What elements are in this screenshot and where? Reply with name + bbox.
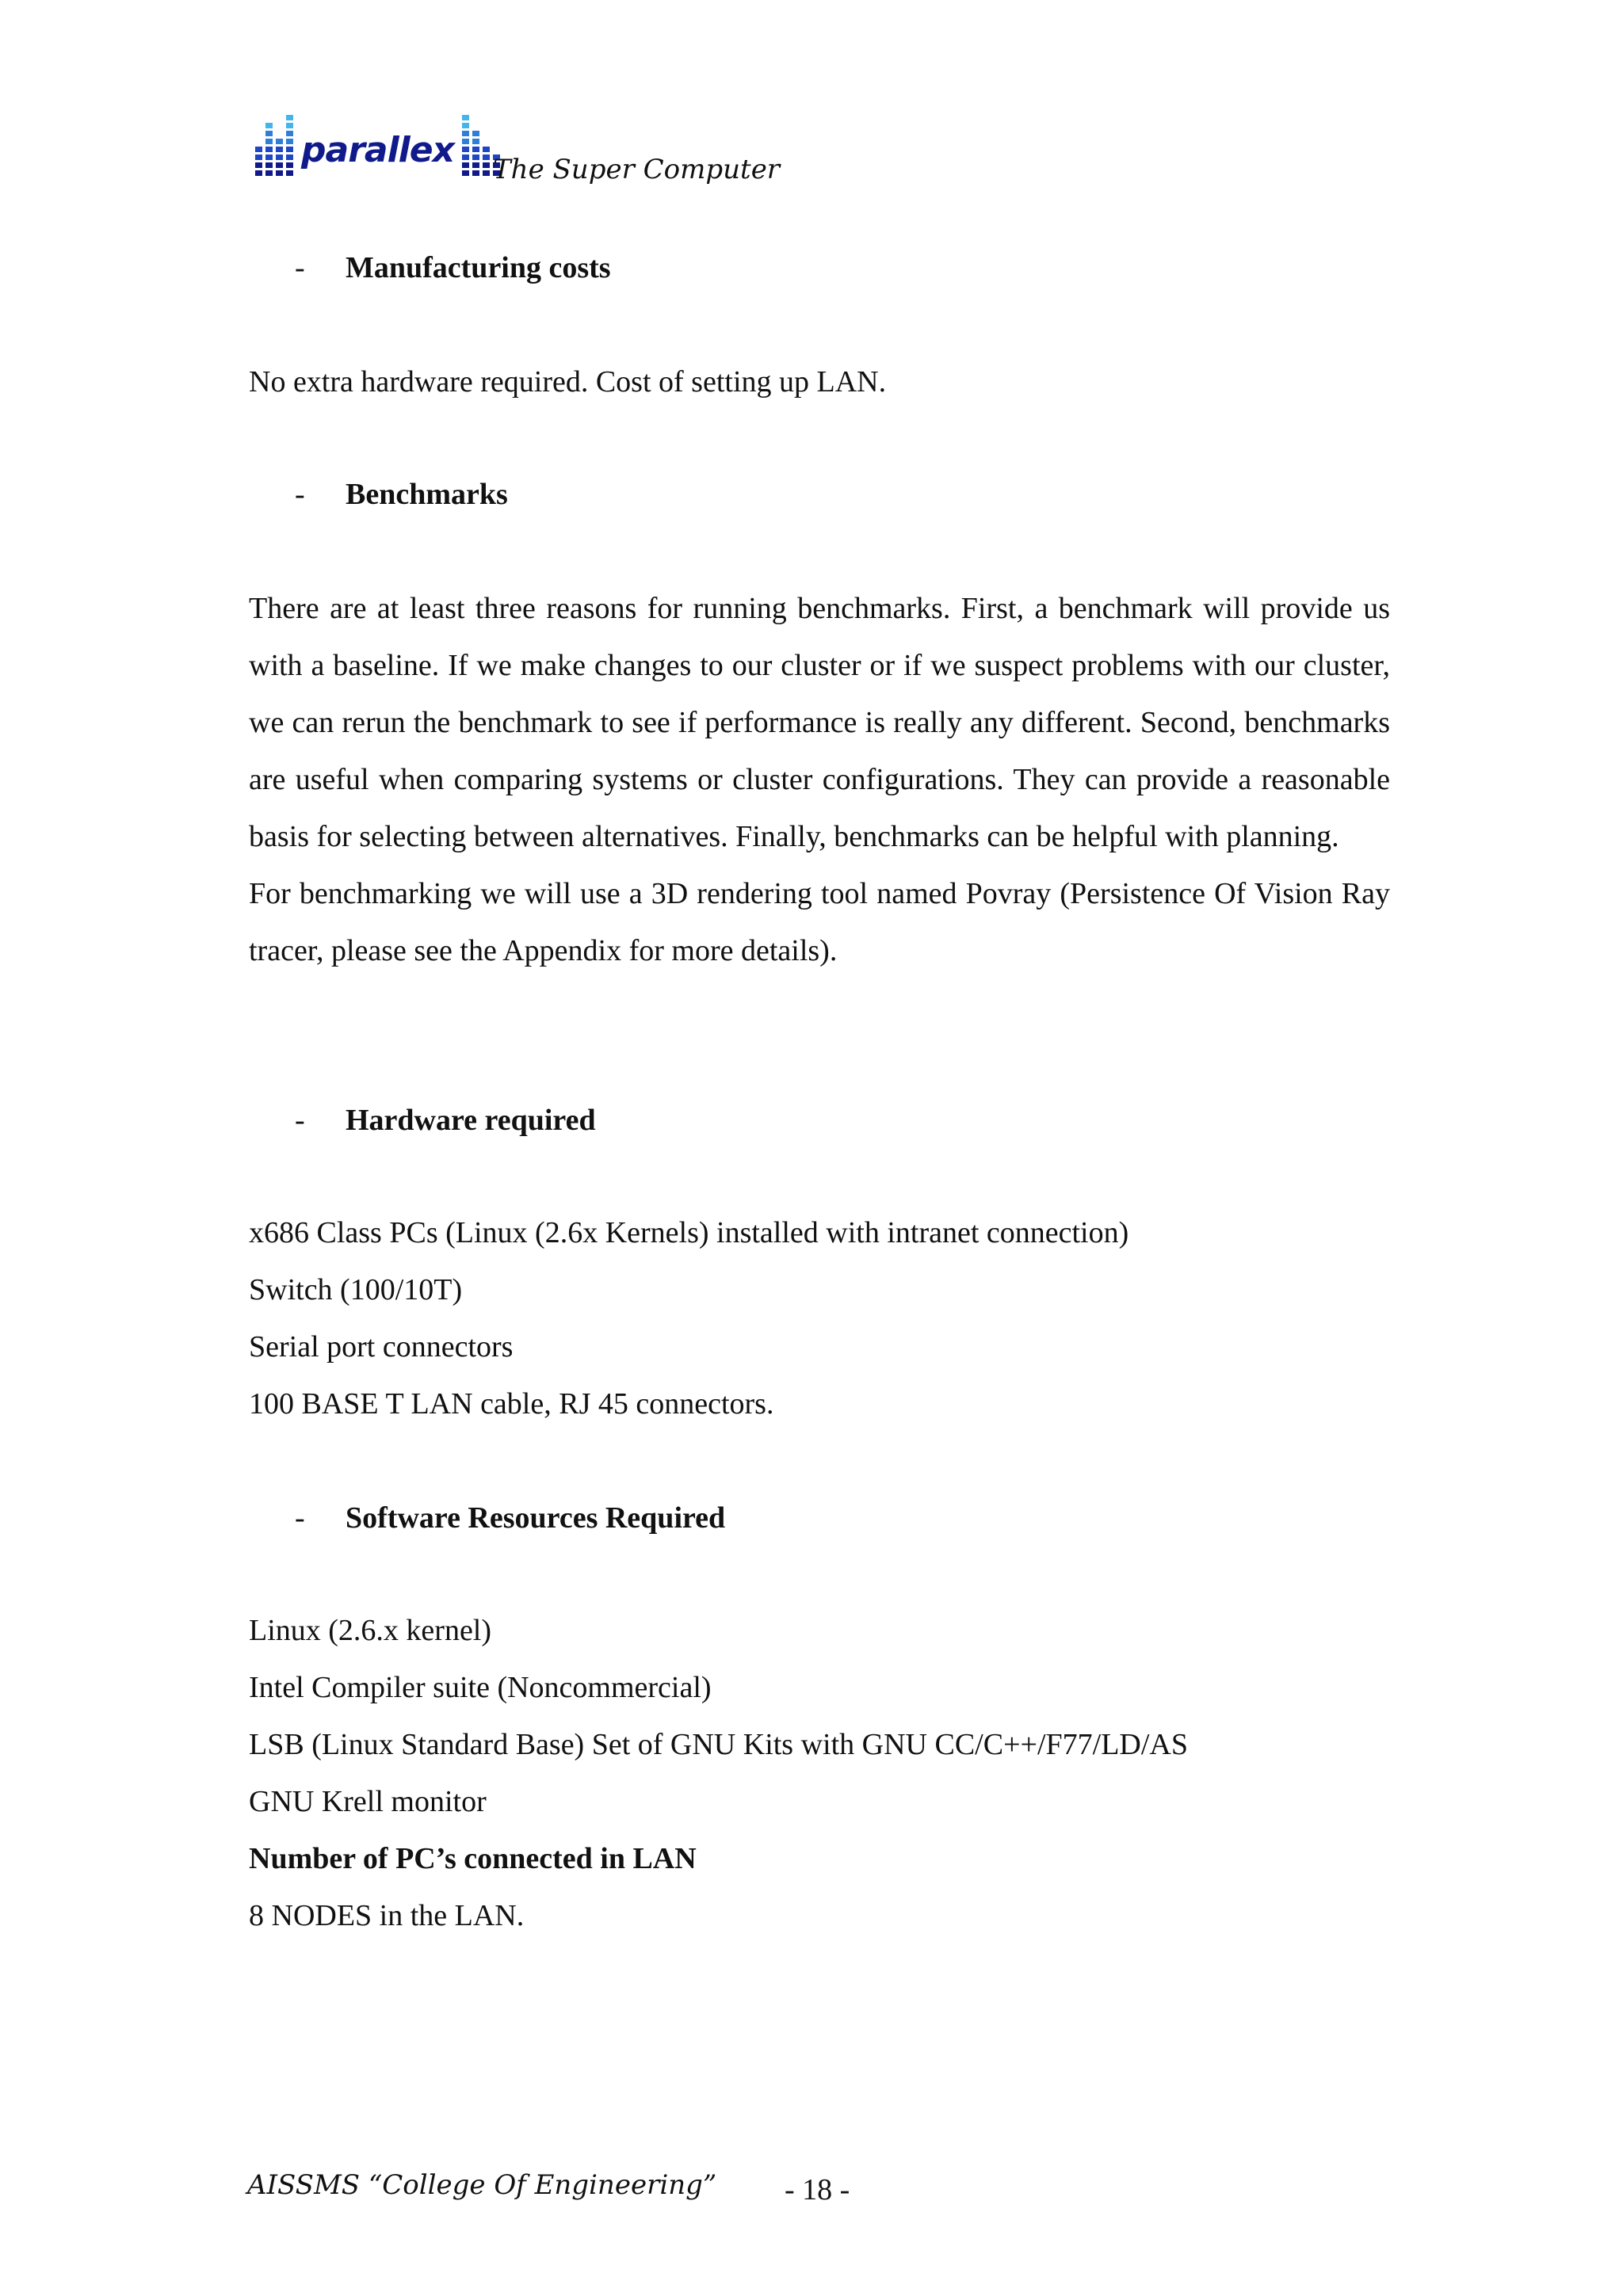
- logo-bar: [483, 147, 490, 176]
- logo-bar-cell: [265, 123, 273, 128]
- heading-text: Software Resources Required: [346, 1501, 726, 1535]
- heading-benchmarks: [295, 475, 508, 513]
- logo-wordmark: parallex: [301, 130, 454, 170]
- heading-dash: -: [295, 1104, 305, 1137]
- logo-bar-cell: [286, 131, 293, 136]
- logo-bar-cell: [265, 170, 273, 176]
- logo-bar-cell: [286, 162, 293, 168]
- benchmarks-paragraph-2: For benchmarking we will use a 3D rendering tool named Povray (Persistence Of Vision Ray tracer, please see the Appendix for more details).: [249, 877, 1390, 967]
- heading-dash: -: [295, 478, 305, 511]
- logo-bar-cell: [472, 139, 479, 144]
- benchmarks-paragraph-1: There are at least three reasons for running benchmarks. First, a benchmark will provide us with a baseline. If we make changes to our cluster or if we suspect problems with our cluster, we can rerun the benchmark to see if performance is really any different. Second, benchmarks are useful when comparing systems or cluster configurations. They can provide a reasonable basis for selecting between alternatives. Finally, benchmarks can be helpful with planning.: [249, 592, 1390, 853]
- logo-bar: [276, 139, 283, 176]
- list-item: GNU Krell monitor: [249, 1785, 487, 1818]
- benchmarks-body: [249, 580, 1390, 979]
- logo-bar-cell: [276, 162, 283, 168]
- nodes-heading: Number of PC’s connected in LAN: [249, 1842, 697, 1875]
- logo-bar: [255, 147, 262, 176]
- logo-bar-cell: [265, 162, 273, 168]
- heading-text: Hardware required: [346, 1104, 596, 1137]
- logo-bar-cell: [286, 115, 293, 120]
- hardware-list: [249, 1204, 1390, 1432]
- logo-bar-cell: [286, 170, 293, 176]
- logo-bar-cell: [483, 154, 490, 160]
- logo-bar: [286, 115, 293, 176]
- logo-bar-cell: [286, 123, 293, 128]
- heading-text: Manufacturing costs: [346, 251, 611, 284]
- logo-bar-cell: [255, 147, 262, 152]
- logo-bar-cell: [286, 139, 293, 144]
- heading-dash: -: [295, 251, 305, 284]
- header-tagline: The Super Computer: [493, 154, 781, 185]
- logo-bar-cell: [472, 131, 479, 136]
- logo-bar-cell: [276, 139, 283, 144]
- logo-bar-cell: [472, 147, 479, 152]
- logo-bar-cell: [462, 131, 469, 136]
- logo-bar-cell: [462, 162, 469, 168]
- list-item: Intel Compiler suite (Noncommercial): [249, 1671, 712, 1704]
- nodes-text: 8 NODES in the LAN.: [249, 1899, 525, 1932]
- logo-bar-cell: [255, 162, 262, 168]
- page-header: [255, 108, 968, 203]
- logo-bar-cell: [472, 154, 479, 160]
- logo-bar-cell: [462, 139, 469, 144]
- heading-dash: -: [295, 1501, 305, 1535]
- logo-bar-cell: [255, 170, 262, 176]
- logo-bar: [462, 115, 469, 176]
- logo-bar-cell: [483, 170, 490, 176]
- heading-hardware-required: [295, 1101, 596, 1139]
- logo-bar-cell: [483, 147, 490, 152]
- logo-bar: [472, 131, 479, 176]
- logo-bar-cell: [265, 139, 273, 144]
- list-item: Switch (100/10T): [249, 1273, 463, 1306]
- logo-bar-cell: [255, 154, 262, 160]
- heading-text: Benchmarks: [346, 478, 508, 511]
- list-item: Linux (2.6.x kernel): [249, 1614, 492, 1647]
- logo-bars-left-icon: [255, 108, 293, 176]
- software-list: [249, 1602, 1390, 1944]
- logo-bar-cell: [462, 170, 469, 176]
- logo-bar-cell: [286, 154, 293, 160]
- logo-bar-cell: [286, 147, 293, 152]
- heading-manufacturing-costs: [295, 249, 611, 287]
- logo-bar-cell: [276, 170, 283, 176]
- logo-bar-cell: [462, 154, 469, 160]
- logo-bar-cell: [483, 162, 490, 168]
- manufacturing-body: [249, 353, 1390, 410]
- logo-bar-cell: [462, 147, 469, 152]
- logo-bar-cell: [462, 123, 469, 128]
- logo-bar: [265, 123, 273, 176]
- logo-bar-cell: [472, 162, 479, 168]
- list-item: Serial port connectors: [249, 1330, 514, 1363]
- logo-bar-cell: [472, 170, 479, 176]
- parallex-logo: [255, 108, 500, 176]
- page-number: - 18 -: [785, 2173, 850, 2206]
- heading-software-resources: [295, 1499, 725, 1537]
- logo-bar-cell: [265, 131, 273, 136]
- list-item: LSB (Linux Standard Base) Set of GNU Kits with GNU CC/C++/F77/LD/AS: [249, 1728, 1188, 1761]
- manufacturing-text: No extra hardware required. Cost of setting up LAN.: [249, 365, 887, 399]
- list-item: x686 Class PCs (Linux (2.6x Kernels) installed with intranet connection): [249, 1216, 1129, 1249]
- logo-bar-cell: [276, 147, 283, 152]
- logo-bar-cell: [462, 115, 469, 120]
- footer-college-name: AISSMS “College Of Engineering”: [247, 2169, 717, 2201]
- list-item: 100 BASE T LAN cable, RJ 45 connectors.: [249, 1387, 774, 1421]
- logo-bar-cell: [276, 154, 283, 160]
- logo-bar-cell: [265, 147, 273, 152]
- logo-bar-cell: [265, 154, 273, 160]
